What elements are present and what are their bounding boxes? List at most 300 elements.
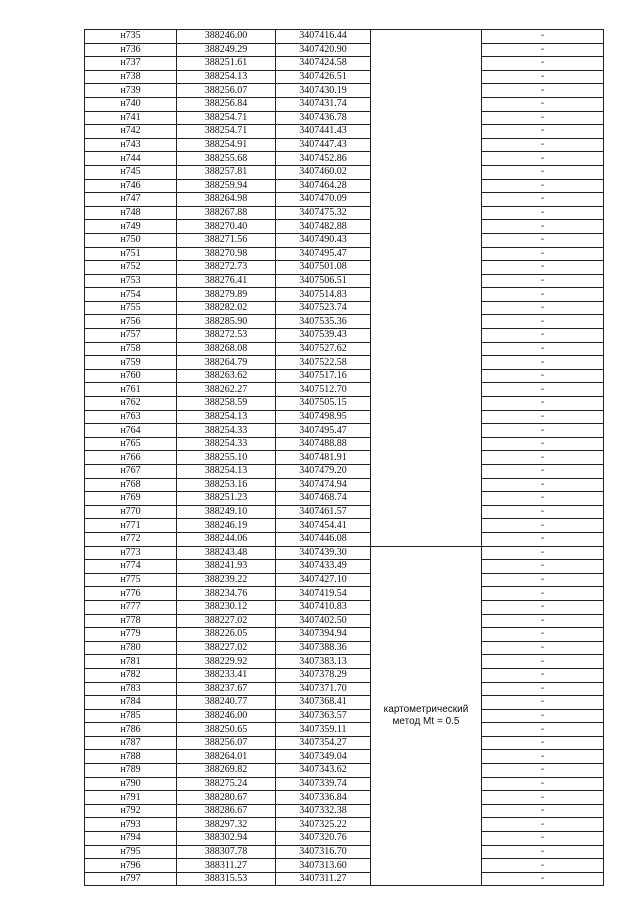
- table-row: [85, 274, 604, 288]
- table-row: [85, 791, 604, 805]
- mark-cell: -: [482, 57, 604, 71]
- x-coordinate-cell: 388233.41: [177, 668, 276, 682]
- y-coordinate-cell: 3407430.19: [276, 84, 371, 98]
- table-row: [85, 465, 604, 479]
- table-row: [85, 628, 604, 642]
- point-name-cell: н783: [85, 682, 177, 696]
- y-coordinate-cell: 3407517.16: [276, 369, 371, 383]
- table-row: [85, 478, 604, 492]
- table-row: [85, 233, 604, 247]
- x-coordinate-cell: 388315.53: [177, 872, 276, 886]
- y-coordinate-cell: 3407460.02: [276, 165, 371, 179]
- y-coordinate-cell: 3407523.74: [276, 301, 371, 315]
- table-row: [85, 410, 604, 424]
- y-coordinate-cell: 3407482.88: [276, 220, 371, 234]
- mark-cell: -: [482, 736, 604, 750]
- table-row: [85, 709, 604, 723]
- point-name-cell: н760: [85, 369, 177, 383]
- table-row: [85, 736, 604, 750]
- y-coordinate-cell: 3407424.58: [276, 57, 371, 71]
- point-name-cell: н770: [85, 505, 177, 519]
- point-name-cell: н781: [85, 655, 177, 669]
- y-coordinate-cell: 3407325.22: [276, 818, 371, 832]
- x-coordinate-cell: 388276.41: [177, 274, 276, 288]
- mark-cell: -: [482, 682, 604, 696]
- point-name-cell: н757: [85, 329, 177, 343]
- mark-cell: -: [482, 587, 604, 601]
- point-name-cell: н761: [85, 383, 177, 397]
- table-row: [85, 261, 604, 275]
- point-name-cell: н792: [85, 804, 177, 818]
- y-coordinate-cell: 3407506.51: [276, 274, 371, 288]
- table-row: [85, 179, 604, 193]
- table-row: [85, 872, 604, 886]
- y-coordinate-cell: 3407359.11: [276, 723, 371, 737]
- y-coordinate-cell: 3407378.29: [276, 668, 371, 682]
- x-coordinate-cell: 388249.29: [177, 43, 276, 57]
- x-coordinate-cell: 388285.90: [177, 315, 276, 329]
- mark-cell: -: [482, 451, 604, 465]
- y-coordinate-cell: 3407420.90: [276, 43, 371, 57]
- y-coordinate-cell: 3407343.62: [276, 764, 371, 778]
- table-row: [85, 329, 604, 343]
- point-name-cell: н780: [85, 641, 177, 655]
- y-coordinate-cell: 3407464.28: [276, 179, 371, 193]
- y-coordinate-cell: 3407461.57: [276, 505, 371, 519]
- x-coordinate-cell: 388237.67: [177, 682, 276, 696]
- point-name-cell: н741: [85, 111, 177, 125]
- mark-cell: -: [482, 437, 604, 451]
- mark-cell: -: [482, 179, 604, 193]
- mark-cell: -: [482, 288, 604, 302]
- y-coordinate-cell: 3407313.60: [276, 859, 371, 873]
- x-coordinate-cell: 388241.93: [177, 560, 276, 574]
- mark-cell: -: [482, 369, 604, 383]
- x-coordinate-cell: 388254.71: [177, 111, 276, 125]
- y-coordinate-cell: 3407514.83: [276, 288, 371, 302]
- y-coordinate-cell: 3407447.43: [276, 138, 371, 152]
- y-coordinate-cell: 3407332.38: [276, 804, 371, 818]
- mark-cell: -: [482, 397, 604, 411]
- y-coordinate-cell: 3407402.50: [276, 614, 371, 628]
- y-coordinate-cell: 3407371.70: [276, 682, 371, 696]
- x-coordinate-cell: 388243.48: [177, 546, 276, 560]
- mark-cell: -: [482, 832, 604, 846]
- table-row: [85, 152, 604, 166]
- y-coordinate-cell: 3407454.41: [276, 519, 371, 533]
- point-name-cell: н749: [85, 220, 177, 234]
- point-name-cell: н746: [85, 179, 177, 193]
- y-coordinate-cell: 3407394.94: [276, 628, 371, 642]
- table-row: [85, 57, 604, 71]
- mark-cell: -: [482, 247, 604, 261]
- point-name-cell: н755: [85, 301, 177, 315]
- point-name-cell: н740: [85, 97, 177, 111]
- table-row: [85, 655, 604, 669]
- table-row: [85, 845, 604, 859]
- x-coordinate-cell: 388251.61: [177, 57, 276, 71]
- table-row: [85, 356, 604, 370]
- mark-cell: -: [482, 492, 604, 506]
- table-row: [85, 206, 604, 220]
- y-coordinate-cell: 3407539.43: [276, 329, 371, 343]
- point-name-cell: н756: [85, 315, 177, 329]
- x-coordinate-cell: 388270.98: [177, 247, 276, 261]
- mark-cell: -: [482, 410, 604, 424]
- point-name-cell: н796: [85, 859, 177, 873]
- y-coordinate-cell: 3407490.43: [276, 233, 371, 247]
- point-name-cell: н768: [85, 478, 177, 492]
- mark-cell: -: [482, 97, 604, 111]
- point-name-cell: н748: [85, 206, 177, 220]
- x-coordinate-cell: 388275.24: [177, 777, 276, 791]
- x-coordinate-cell: 388271.56: [177, 233, 276, 247]
- x-coordinate-cell: 388230.12: [177, 600, 276, 614]
- mark-cell: -: [482, 43, 604, 57]
- y-coordinate-cell: 3407388.36: [276, 641, 371, 655]
- mark-cell: -: [482, 655, 604, 669]
- y-coordinate-cell: 3407436.78: [276, 111, 371, 125]
- mark-cell: -: [482, 342, 604, 356]
- y-coordinate-cell: 3407527.62: [276, 342, 371, 356]
- y-coordinate-cell: 3407495.47: [276, 247, 371, 261]
- method-cell-empty: [371, 30, 482, 547]
- point-name-cell: н736: [85, 43, 177, 57]
- y-coordinate-cell: 3407498.95: [276, 410, 371, 424]
- point-name-cell: н737: [85, 57, 177, 71]
- point-name-cell: н764: [85, 424, 177, 438]
- table-row: [85, 43, 604, 57]
- point-name-cell: н787: [85, 736, 177, 750]
- x-coordinate-cell: 388254.13: [177, 70, 276, 84]
- x-coordinate-cell: 388282.02: [177, 301, 276, 315]
- x-coordinate-cell: 388227.02: [177, 614, 276, 628]
- x-coordinate-cell: 388249.10: [177, 505, 276, 519]
- point-name-cell: н738: [85, 70, 177, 84]
- x-coordinate-cell: 388251.23: [177, 492, 276, 506]
- x-coordinate-cell: 388254.33: [177, 437, 276, 451]
- table-row: [85, 818, 604, 832]
- point-name-cell: н745: [85, 165, 177, 179]
- table-row: [85, 111, 604, 125]
- x-coordinate-cell: 388246.00: [177, 30, 276, 44]
- table-row: [85, 342, 604, 356]
- mark-cell: -: [482, 30, 604, 44]
- table-row: [85, 573, 604, 587]
- x-coordinate-cell: 388264.98: [177, 193, 276, 207]
- table-row: [85, 764, 604, 778]
- point-name-cell: н742: [85, 125, 177, 139]
- point-name-cell: н777: [85, 600, 177, 614]
- x-coordinate-cell: 388226.05: [177, 628, 276, 642]
- table-row: [85, 315, 604, 329]
- x-coordinate-cell: 388227.02: [177, 641, 276, 655]
- y-coordinate-cell: 3407383.13: [276, 655, 371, 669]
- mark-cell: -: [482, 70, 604, 84]
- y-coordinate-cell: 3407512.70: [276, 383, 371, 397]
- x-coordinate-cell: 388268.08: [177, 342, 276, 356]
- x-coordinate-cell: 388302.94: [177, 832, 276, 846]
- mark-cell: -: [482, 220, 604, 234]
- table-row: [85, 696, 604, 710]
- mark-cell: -: [482, 777, 604, 791]
- x-coordinate-cell: 388297.32: [177, 818, 276, 832]
- point-name-cell: н767: [85, 465, 177, 479]
- point-name-cell: н758: [85, 342, 177, 356]
- mark-cell: -: [482, 750, 604, 764]
- y-coordinate-cell: 3407488.88: [276, 437, 371, 451]
- y-coordinate-cell: 3407433.49: [276, 560, 371, 574]
- x-coordinate-cell: 388246.00: [177, 709, 276, 723]
- mark-cell: -: [482, 560, 604, 574]
- y-coordinate-cell: 3407439.30: [276, 546, 371, 560]
- y-coordinate-cell: 3407501.08: [276, 261, 371, 275]
- x-coordinate-cell: 388254.91: [177, 138, 276, 152]
- x-coordinate-cell: 388256.07: [177, 84, 276, 98]
- mark-cell: -: [482, 519, 604, 533]
- y-coordinate-cell: 3407354.27: [276, 736, 371, 750]
- y-coordinate-cell: 3407427.10: [276, 573, 371, 587]
- table-row: [85, 70, 604, 84]
- y-coordinate-cell: 3407336.84: [276, 791, 371, 805]
- x-coordinate-cell: 388250.65: [177, 723, 276, 737]
- table-row: [85, 125, 604, 139]
- y-coordinate-cell: 3407419.54: [276, 587, 371, 601]
- mark-cell: -: [482, 478, 604, 492]
- point-name-cell: н753: [85, 274, 177, 288]
- table-row: [85, 451, 604, 465]
- table-row: [85, 424, 604, 438]
- x-coordinate-cell: 388280.67: [177, 791, 276, 805]
- point-name-cell: н779: [85, 628, 177, 642]
- table-row: [85, 668, 604, 682]
- coordinates-table: [84, 29, 604, 886]
- point-name-cell: н739: [85, 84, 177, 98]
- point-name-cell: н782: [85, 668, 177, 682]
- table-row: [85, 165, 604, 179]
- y-coordinate-cell: 3407441.43: [276, 125, 371, 139]
- table-row: [85, 859, 604, 873]
- x-coordinate-cell: 388255.68: [177, 152, 276, 166]
- mark-cell: -: [482, 546, 604, 560]
- point-name-cell: н763: [85, 410, 177, 424]
- point-name-cell: н765: [85, 437, 177, 451]
- y-coordinate-cell: 3407474.94: [276, 478, 371, 492]
- y-coordinate-cell: 3407535.36: [276, 315, 371, 329]
- point-name-cell: н784: [85, 696, 177, 710]
- point-name-cell: н752: [85, 261, 177, 275]
- table-row: [85, 641, 604, 655]
- x-coordinate-cell: 388244.06: [177, 532, 276, 546]
- mark-cell: -: [482, 465, 604, 479]
- y-coordinate-cell: 3407368.41: [276, 696, 371, 710]
- table-row: [85, 587, 604, 601]
- table-row: [85, 750, 604, 764]
- method-name: картометрический: [383, 703, 469, 715]
- y-coordinate-cell: 3407475.32: [276, 206, 371, 220]
- mark-cell: -: [482, 301, 604, 315]
- mark-cell: -: [482, 206, 604, 220]
- mark-cell: -: [482, 274, 604, 288]
- mark-cell: -: [482, 233, 604, 247]
- point-name-cell: н775: [85, 573, 177, 587]
- y-coordinate-cell: 3407468.74: [276, 492, 371, 506]
- point-name-cell: н751: [85, 247, 177, 261]
- x-coordinate-cell: 388267.88: [177, 206, 276, 220]
- table-row: [85, 505, 604, 519]
- table-row: [85, 532, 604, 546]
- point-name-cell: н776: [85, 587, 177, 601]
- x-coordinate-cell: 388263.62: [177, 369, 276, 383]
- table-row: [85, 84, 604, 98]
- y-coordinate-cell: 3407495.47: [276, 424, 371, 438]
- x-coordinate-cell: 388255.10: [177, 451, 276, 465]
- method-accuracy: метод Mt = 0.5: [392, 715, 460, 727]
- x-coordinate-cell: 388239.22: [177, 573, 276, 587]
- x-coordinate-cell: 388234.76: [177, 587, 276, 601]
- mark-cell: -: [482, 818, 604, 832]
- x-coordinate-cell: 388229.92: [177, 655, 276, 669]
- x-coordinate-cell: 388258.59: [177, 397, 276, 411]
- mark-cell: -: [482, 845, 604, 859]
- point-name-cell: н750: [85, 233, 177, 247]
- x-coordinate-cell: 388256.84: [177, 97, 276, 111]
- point-name-cell: н774: [85, 560, 177, 574]
- point-name-cell: н754: [85, 288, 177, 302]
- y-coordinate-cell: 3407311.27: [276, 872, 371, 886]
- y-coordinate-cell: 3407431.74: [276, 97, 371, 111]
- table-row: [85, 832, 604, 846]
- table-row: [85, 383, 604, 397]
- point-name-cell: н743: [85, 138, 177, 152]
- table-row: [85, 193, 604, 207]
- table-row: [85, 369, 604, 383]
- point-name-cell: н789: [85, 764, 177, 778]
- x-coordinate-cell: 388311.27: [177, 859, 276, 873]
- point-name-cell: н786: [85, 723, 177, 737]
- y-coordinate-cell: 3407522.58: [276, 356, 371, 370]
- y-coordinate-cell: 3407339.74: [276, 777, 371, 791]
- mark-cell: -: [482, 152, 604, 166]
- x-coordinate-cell: 388257.81: [177, 165, 276, 179]
- mark-cell: -: [482, 138, 604, 152]
- x-coordinate-cell: 388307.78: [177, 845, 276, 859]
- mark-cell: -: [482, 193, 604, 207]
- table-row: [85, 437, 604, 451]
- x-coordinate-cell: 388240.77: [177, 696, 276, 710]
- point-name-cell: н769: [85, 492, 177, 506]
- mark-cell: -: [482, 165, 604, 179]
- x-coordinate-cell: 388246.19: [177, 519, 276, 533]
- point-name-cell: н795: [85, 845, 177, 859]
- table-row: [85, 682, 604, 696]
- mark-cell: -: [482, 709, 604, 723]
- point-name-cell: н773: [85, 546, 177, 560]
- table-row: [85, 492, 604, 506]
- point-name-cell: н762: [85, 397, 177, 411]
- table-row: [85, 288, 604, 302]
- mark-cell: -: [482, 125, 604, 139]
- table-row: [85, 220, 604, 234]
- mark-cell: -: [482, 532, 604, 546]
- table-row: [85, 560, 604, 574]
- point-name-cell: н797: [85, 872, 177, 886]
- x-coordinate-cell: 388254.71: [177, 125, 276, 139]
- point-name-cell: н766: [85, 451, 177, 465]
- point-name-cell: н791: [85, 791, 177, 805]
- table-row: [85, 30, 604, 44]
- mark-cell: -: [482, 804, 604, 818]
- point-name-cell: н735: [85, 30, 177, 44]
- y-coordinate-cell: 3407426.51: [276, 70, 371, 84]
- y-coordinate-cell: 3407363.57: [276, 709, 371, 723]
- x-coordinate-cell: 388264.01: [177, 750, 276, 764]
- y-coordinate-cell: 3407410.83: [276, 600, 371, 614]
- table-row: [85, 397, 604, 411]
- table-row: [85, 600, 604, 614]
- mark-cell: -: [482, 872, 604, 886]
- mark-cell: -: [482, 329, 604, 343]
- point-name-cell: н778: [85, 614, 177, 628]
- mark-cell: -: [482, 723, 604, 737]
- mark-cell: -: [482, 628, 604, 642]
- mark-cell: -: [482, 111, 604, 125]
- y-coordinate-cell: 3407481.91: [276, 451, 371, 465]
- mark-cell: -: [482, 764, 604, 778]
- point-name-cell: н771: [85, 519, 177, 533]
- table-row: [85, 546, 604, 560]
- table-row: [85, 804, 604, 818]
- mark-cell: -: [482, 261, 604, 275]
- mark-cell: -: [482, 600, 604, 614]
- y-coordinate-cell: 3407316.70: [276, 845, 371, 859]
- point-name-cell: н759: [85, 356, 177, 370]
- x-coordinate-cell: 388254.13: [177, 465, 276, 479]
- point-name-cell: н785: [85, 709, 177, 723]
- y-coordinate-cell: 3407446.08: [276, 532, 371, 546]
- table-row: [85, 97, 604, 111]
- x-coordinate-cell: 388253.16: [177, 478, 276, 492]
- y-coordinate-cell: 3407452.86: [276, 152, 371, 166]
- mark-cell: -: [482, 356, 604, 370]
- point-name-cell: н744: [85, 152, 177, 166]
- point-name-cell: н794: [85, 832, 177, 846]
- y-coordinate-cell: 3407470.09: [276, 193, 371, 207]
- mark-cell: -: [482, 859, 604, 873]
- mark-cell: -: [482, 696, 604, 710]
- y-coordinate-cell: 3407320.76: [276, 832, 371, 846]
- point-name-cell: н793: [85, 818, 177, 832]
- x-coordinate-cell: 388279.89: [177, 288, 276, 302]
- table-row: [85, 723, 604, 737]
- mark-cell: -: [482, 641, 604, 655]
- x-coordinate-cell: 388272.53: [177, 329, 276, 343]
- y-coordinate-cell: 3407479.20: [276, 465, 371, 479]
- table-row: [85, 777, 604, 791]
- table-row: [85, 301, 604, 315]
- mark-cell: -: [482, 383, 604, 397]
- x-coordinate-cell: 388254.33: [177, 424, 276, 438]
- x-coordinate-cell: 388259.94: [177, 179, 276, 193]
- table-row: [85, 138, 604, 152]
- y-coordinate-cell: 3407416.44: [276, 30, 371, 44]
- table-row: [85, 247, 604, 261]
- y-coordinate-cell: 3407349.04: [276, 750, 371, 764]
- x-coordinate-cell: 388264.79: [177, 356, 276, 370]
- table-row: [85, 519, 604, 533]
- x-coordinate-cell: 388262.27: [177, 383, 276, 397]
- mark-cell: -: [482, 505, 604, 519]
